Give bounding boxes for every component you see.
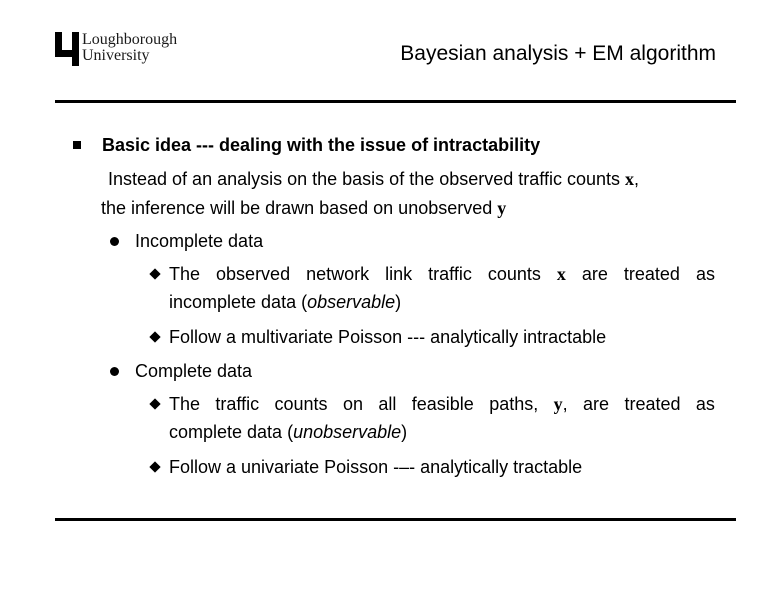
- word: feasible: [411, 394, 474, 414]
- word: all: [378, 394, 397, 414]
- observable-emphasis: observable: [307, 292, 396, 312]
- variable-y: y: [553, 394, 563, 414]
- word: link: [385, 264, 413, 284]
- word: network: [306, 264, 370, 284]
- diamond-bullet-icon: [149, 268, 160, 279]
- word: observed: [216, 264, 291, 284]
- incomplete-data-label: Incomplete data: [135, 231, 264, 251]
- complete-item-2: Follow a univariate Poisson -–- analytically tractable: [169, 457, 583, 477]
- dot-bullet-icon: [110, 367, 119, 376]
- complete-item-1-line-2: [169, 422, 407, 443]
- word: counts: [274, 394, 328, 414]
- word: treated: [624, 394, 681, 414]
- diamond-bullet-icon: [149, 398, 160, 409]
- variable-y: y: [497, 198, 507, 218]
- logo-wordmark: [82, 32, 177, 64]
- intro-line-2-text: the inference will be drawn based on unobserved: [101, 198, 498, 218]
- variable-x: x: [624, 169, 634, 189]
- text: incomplete data (: [169, 292, 308, 312]
- logo-line-2: University: [82, 47, 150, 64]
- text: complete data (: [169, 422, 294, 442]
- loughborough-mark-icon: [55, 32, 79, 66]
- logo-line-1: Loughborough: [82, 31, 178, 48]
- word: traffic: [215, 394, 260, 414]
- diamond-bullet-icon: [149, 461, 160, 472]
- section-heading: Basic idea --- dealing with the issue of intractability: [102, 135, 541, 155]
- word: as: [695, 264, 715, 284]
- word: are: [581, 264, 608, 284]
- incomplete-item-2: Follow a multivariate Poisson --- analytically intractable: [169, 327, 607, 347]
- word: paths,: [489, 394, 539, 414]
- word: are: [583, 394, 610, 414]
- comma: ,: [562, 394, 568, 414]
- word: traffic: [428, 264, 472, 284]
- word: counts: [487, 264, 541, 284]
- bottom-divider: [55, 518, 736, 521]
- university-logo: [55, 32, 195, 68]
- square-bullet-icon: [73, 141, 81, 149]
- word: as: [695, 394, 715, 414]
- dot-bullet-icon: [110, 237, 119, 246]
- word: on: [342, 394, 363, 414]
- unobservable-emphasis: unobservable: [293, 422, 402, 442]
- intro-line-1-end: ,: [633, 169, 639, 189]
- word: treated: [623, 264, 680, 284]
- text: ): [395, 292, 402, 312]
- top-divider: [55, 100, 736, 103]
- incomplete-item-1-line-2: [169, 292, 401, 313]
- intro-line-1-text: Instead of an analysis on the basis of the observed traffic counts: [108, 169, 625, 189]
- complete-data-label: Complete data: [135, 361, 253, 381]
- word: The: [169, 264, 201, 284]
- diamond-bullet-icon: [149, 331, 160, 342]
- intro-line-1: [108, 169, 639, 190]
- variable-y-group: [554, 394, 568, 415]
- complete-item-1-line-1: [169, 394, 715, 415]
- word: The: [169, 394, 201, 414]
- text: ): [401, 422, 408, 442]
- intro-line-2: [101, 198, 506, 219]
- incomplete-item-1-line-1: [169, 264, 715, 285]
- page-title: Bayesian analysis + EM algorithm: [400, 42, 716, 65]
- variable-x: x: [556, 264, 566, 284]
